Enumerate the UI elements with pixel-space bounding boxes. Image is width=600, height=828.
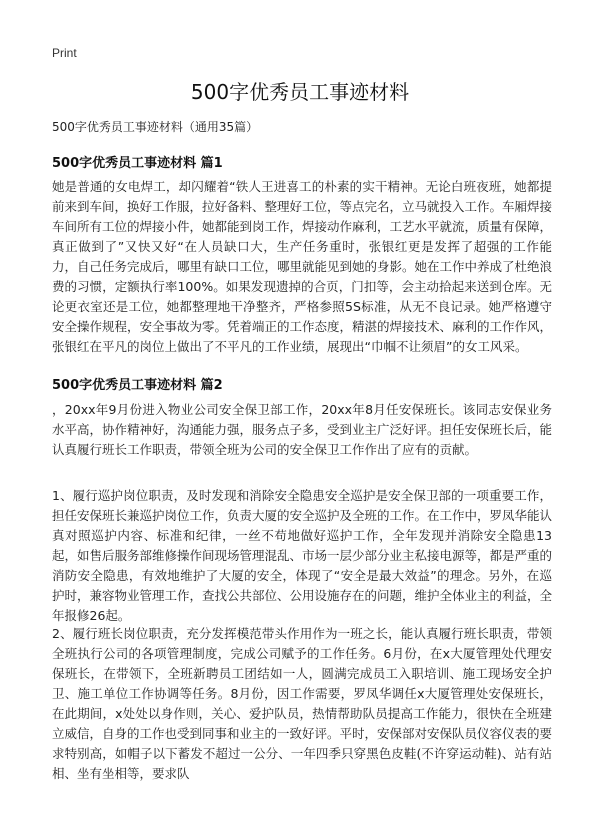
section-2-paragraph-1: ，20xx年9月份进入物业公司安全保卫部工作，20xx年8月任安保班长。该同志安保业务水平高，协作精神好，沟通能力强，服务点子多，受到业主广泛好评。担任安保班长后，能认真履行班长工作职责，带领全班为公司的安全保卫工作作出了应有的贡献。 bbox=[52, 402, 553, 457]
section-heading-1: 500字优秀员工事迹材料 篇1 bbox=[52, 156, 223, 171]
section-2-paragraph-3: 2、履行班长岗位职责，充分发挥模范带头作用作为一班之长，能认真履行班长职责，带领全班执行公司的各项管理制度，完成公司赋予的工作任务。6月份，在x大厦管理处代理安保班长，在带领下，全班新聘员工团结如一人，圆满完成员工入职培训、施工现场安全护卫、施工单位工作协调等任务。8月份，因工作需要，罗凤华调任x大厦管理处安保班长，在此期间，x处处以身作则，关心、爱护队员，热情帮助队员提高工作能力，很快在全班建立威信，自身的工作也受到同事和业主的一致好评。平时，安保部对安保队员仪容仪表的要求特别高，如帽子以下蓄发不超过一公分、一年四季只穿黑色皮鞋(不许穿运动鞋)、站有站相、坐有坐相等，要求队 bbox=[52, 626, 553, 781]
document-subtitle: 500字优秀员工事迹材料（通用35篇） bbox=[52, 120, 259, 134]
document-title: 500字优秀员工事迹材料 bbox=[190, 80, 410, 104]
section-2-paragraph-2: 1、履行巡护岗位职责，及时发现和消除安全隐患安全巡护是安全保卫部的一项重要工作，担任安保班长兼巡护岗位工作，负责大厦的安全巡护及全班的工作。在工作中，罗凤华能认真对照巡护内容、标准和纪律，一丝不苟地做好巡护工作，全年发现并消除安全隐患13起，如售后服务部维修操作间现场管理混乱、市场一层少部分业主私接电源等，都是严重的消防安全隐患，有效地维护了大厦的安全，体现了“安全是最大效益”的理念。另外，在巡护时，兼容物业管理工作，查找公共部位、公用设施存在的问题，维护全体业主的利益，全年报修26起。 bbox=[52, 488, 553, 623]
section-1-paragraph-1: 她是普通的女电焊工，却闪耀着“铁人王进喜工的朴素的实干精神。无论白班夜班，她都提前来到车间，换好工作服，拉好备料、整理好工位，等点完名，立马就投入工作。车厢焊接车间所有工位的焊接小件，她都能到岗工作，焊接动作麻利，工艺水平就流，质量有保障，真正做到了”又快又好“在人员缺口大，生产任务重时，张银红更是发挥了超强的工作能力，自己任务完成后，哪里有缺口工位，哪里就能见到她的身影。她在工作中养成了杜绝浪费的习惯，定额执行率100%。如果发现遗掉的合页，门扣等，会主动拾起来送到仓库。无论更衣室还是工位，她都整理地干净整齐，严格参照5S标准，从无不良记录。她严格遵守安全操作规程，安全事故为零。凭着端正的工作态度，精湛的焊接技术、麻利的工作作风，张银红在平凡的岗位上做出了不平凡的工作业绩，展现出“巾帼不让须眉”的女工风采。 bbox=[52, 179, 553, 354]
print-link[interactable]: Print bbox=[52, 46, 77, 60]
section-heading-2: 500字优秀员工事迹材料 篇2 bbox=[52, 378, 223, 393]
